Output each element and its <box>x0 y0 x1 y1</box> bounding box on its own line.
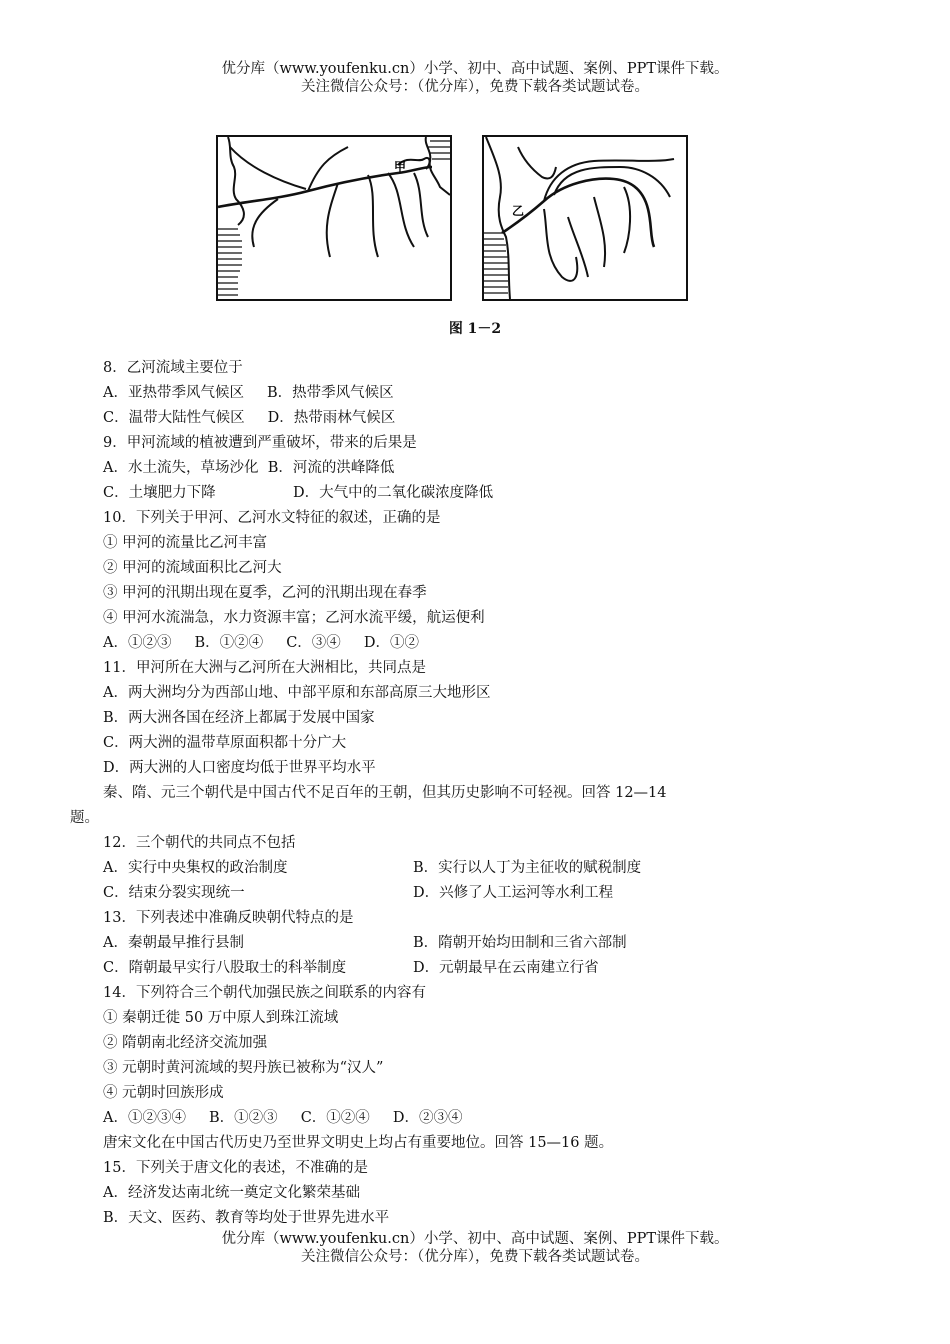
map-river-yi <box>482 135 688 301</box>
q10-stem: 10．下列关于甲河、乙河水文特征的叙述，正确的是 <box>103 510 441 526</box>
q14-stem: 14．下列符合三个朝代加强民族之间联系的内容有 <box>103 985 426 1001</box>
header-line-1: 优分库（www.youfenku.cn）小学、初中、高中试题、案例、PPT课件下载。 <box>221 61 729 77</box>
header-line-2: 关注微信公众号：（优分库），免费下载各类试题试卷。 <box>301 79 649 95</box>
figure-caption: 图 1－2 <box>448 321 502 337</box>
q12-stem: 12．三个朝代的共同点不包括 <box>103 835 296 851</box>
map-left-drawing <box>218 137 450 299</box>
page-header <box>0 60 950 96</box>
q9-options-ab <box>70 456 890 481</box>
q10-statement-2: ② 甲河的流域面积比乙河大 <box>103 560 282 576</box>
q13-options-cd <box>70 956 890 981</box>
q10-statement-1: ① 甲河的流量比乙河丰富 <box>103 535 268 551</box>
map-river-jia <box>216 135 452 301</box>
q8-stem: 8．乙河流域主要位于 <box>103 360 243 376</box>
q12-options-ab <box>70 856 890 881</box>
question-content <box>70 356 890 1231</box>
q9-option-c: C．土壤肥力下降 <box>103 485 216 501</box>
q10-statement-3: ③ 甲河的汛期出现在夏季，乙河的汛期出现在春季 <box>103 585 427 601</box>
q12-options-cd <box>70 881 890 906</box>
q13-option-a: A．秦朝最早推行县制 <box>103 935 244 951</box>
q12-option-b: B．实行以人丁为主征收的赋税制度 <box>413 860 642 876</box>
q13-stem: 13．下列表述中准确反映朝代特点的是 <box>103 910 354 926</box>
q9-stem: 9．甲河流域的植被遭到严重破坏，带来的后果是 <box>103 435 417 451</box>
q9-option-b: B．河流的洪峰降低 <box>267 460 395 476</box>
q8-option-d: D．热带雨林气候区 <box>267 410 396 426</box>
q8-option-b: B．热带季风气候区 <box>267 385 394 401</box>
q14-statement-4: ④ 元朝时回族形成 <box>103 1085 224 1101</box>
q9-option-a: A．水土流失，草场沙化 <box>103 460 259 476</box>
q13-option-d: D．元朝最早在云南建立行省 <box>413 960 599 976</box>
q11-option-b: B．两大洲各国在经济上都属于发展中国家 <box>103 710 375 726</box>
footer-line-1: 优分库（www.youfenku.cn）小学、初中、高中试题、案例、PPT课件下载。 <box>221 1231 729 1247</box>
q12-option-c: C．结束分裂实现统一 <box>103 885 245 901</box>
q14-statement-2: ② 隋朝南北经济交流加强 <box>103 1035 268 1051</box>
q11-option-a: A．两大洲均分为西部山地、中部平原和东部高原三大地形区 <box>103 685 491 701</box>
page-footer <box>0 1230 950 1266</box>
q11-option-c: C．两大洲的温带草原面积都十分广大 <box>103 735 347 751</box>
q14-statement-3: ③ 元朝时黄河流域的契丹族已被称为“汉人” <box>103 1060 384 1076</box>
q9-options-cd <box>70 481 890 506</box>
intro-12-line-1: 秦、隋、元三个朝代是中国古代不足百年的王朝，但其历史影响不可轻视。回答 12—14 <box>103 785 667 801</box>
q8-option-c: C．温带大陆性气候区 <box>103 410 245 426</box>
footer-line-2: 关注微信公众号：（优分库），免费下载各类试题试卷。 <box>301 1249 649 1265</box>
q13-options-ab <box>70 931 890 956</box>
q12-option-a: A．实行中央集权的政治制度 <box>103 860 288 876</box>
q12-option-d: D．兴修了人工运河等水利工程 <box>413 885 614 901</box>
label-jia: 甲 <box>394 160 407 174</box>
q15-option-a: A．经济发达南北统一奠定文化繁荣基础 <box>103 1185 360 1201</box>
figure-maps <box>0 130 950 310</box>
q14-options: A．①②③④ B．①②③ C．①②④ D．②③④ <box>103 1110 463 1126</box>
q13-option-b: B．隋朝开始均田制和三省六部制 <box>413 935 627 951</box>
q14-statement-1: ① 秦朝迁徙 50 万中原人到珠江流域 <box>103 1010 339 1026</box>
q11-stem: 11．甲河所在大洲与乙河所在大洲相比，共同点是 <box>103 660 426 676</box>
label-yi: 乙 <box>512 204 525 218</box>
q8-options-ab <box>70 381 890 406</box>
q10-statement-4: ④ 甲河水流湍急，水力资源丰富；乙河水流平缓，航运便利 <box>103 610 485 626</box>
map-right-drawing <box>484 137 686 299</box>
q15-option-b: B．天文、医药、教育等均处于世界先进水平 <box>103 1210 390 1226</box>
q8-options-cd <box>70 406 890 431</box>
q15-stem: 15．下列关于唐文化的表述，不准确的是 <box>103 1160 368 1176</box>
q8-option-a: A．亚热带季风气候区 <box>103 385 244 401</box>
q9-option-d: D．大气中的二氧化碳浓度降低 <box>293 485 494 501</box>
q13-option-c: C．隋朝最早实行八股取士的科举制度 <box>103 960 347 976</box>
q11-option-d: D．两大洲的人口密度均低于世界平均水平 <box>103 760 376 776</box>
intro-12-line-2: 题。 <box>70 810 99 826</box>
q10-options: A．①②③ B．①②④ C．③④ D．①② <box>103 635 419 651</box>
intro-15: 唐宋文化在中国古代历史乃至世界文明史上均占有重要地位。回答 15—16 题。 <box>103 1135 614 1151</box>
